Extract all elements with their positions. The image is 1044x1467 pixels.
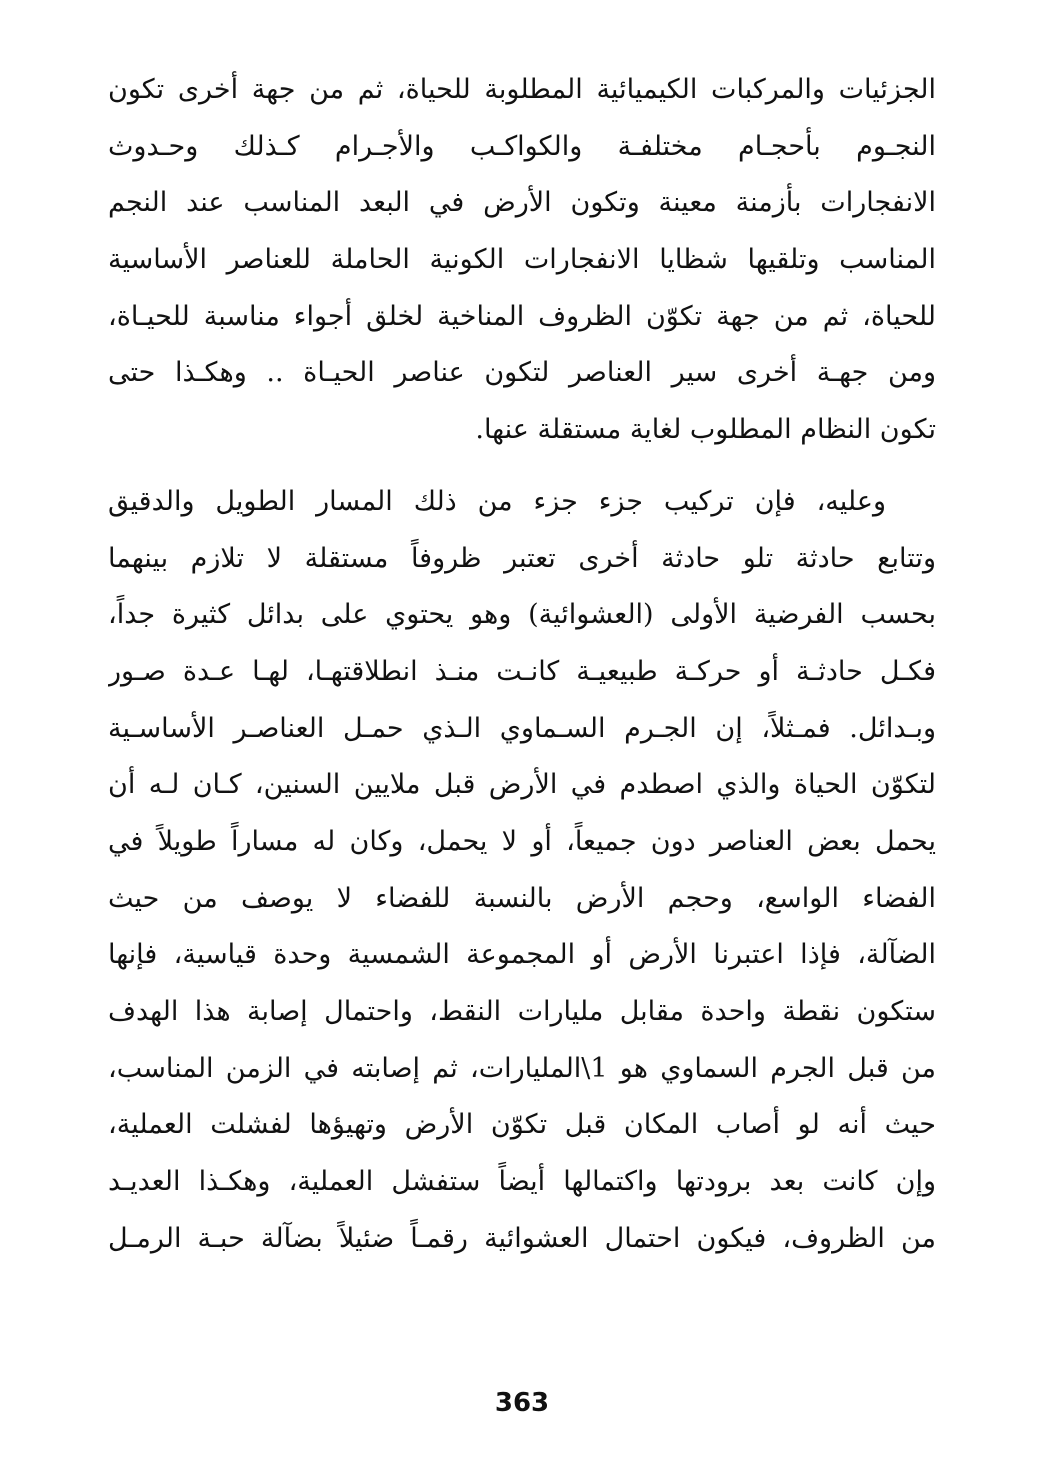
text-line: الجزئيات والمركبات الكيميائية المطلوبة للحياة، ثم من جهة أخرى تكون (108, 74, 936, 105)
text-line: من الظروف، فيكون احتمال العشوائية رقمـاً ضئيلاً بضآلة حبـة الرمـل (108, 1222, 936, 1254)
text-line: فكـل حادثـة أو حركـة طبيعيـة كانـت منـذ انطلاقتهـا، لهـا عـدة صـور (108, 655, 936, 687)
text-line: من قبل الجرم السماوي هو 1\المليارات، ثم إصابته في الزمن المناسب، (108, 1052, 936, 1084)
page-body (108, 62, 936, 1267)
text-line: وعليه، فإن تركيب جزء جزء من ذلك المسار الطويل والدقيق (108, 485, 886, 517)
text-line: الانفجارات بأزمنة معينة وتكون الأرض في البعد المناسب عند النجم (108, 187, 936, 219)
text-line: المناسب وتلقيها شظايا الانفجارات الكونية الحاملة للعناصر الأساسية (108, 244, 936, 276)
text-line: تكون النظام المطلوب لغاية مستقلة عنها. (475, 414, 936, 446)
text-line: يحمل بعض العناصر دون جميعاً، أو لا يحمل، وكان له مساراً طويلاً في (108, 825, 936, 857)
text-line: الفضاء الواسع، وحجم الأرض بالنسبة للفضاء لا يوصف من حيث (108, 882, 936, 914)
text-line: وبـدائل. فمـثلاً، إن الجـرم السـماوي الـذي حمـل العناصـر الأساسـية (108, 712, 936, 744)
text-line: ومن جهـة أخرى سير العناصر لتكون عناصر الحيـاة .. وهكـذا حتى (108, 357, 936, 389)
text-line: ستكون نقطة واحدة مقابل مليارات النقط، واحتمال إصابة هذا الهدف (108, 996, 936, 1027)
paragraph-1 (108, 62, 936, 459)
text-line: وتتابع حادثة تلو حادثة أخرى تعتبر ظروفاً مستقلة لا تلازم بينهما (108, 542, 936, 574)
text-line: للحياة، ثم من جهة تكوّن الظروف المناخية لخلق أجواء مناسبة للحيـاة، (108, 300, 936, 332)
text-line: بحسب الفرضية الأولى (العشوائية) وهو يحتوي على بدائل كثيرة جداً، (108, 599, 936, 631)
text-line: لتكوّن الحياة والذي اصطدم في الأرض قبل ملايين السنين، كـان لـه أن (108, 769, 936, 801)
page-number: 363 (494, 1388, 550, 1418)
text-line: وإن كانت بعد برودتها واكتمالها أيضاً ستفشل العملية، وهكـذا العديـد (108, 1166, 936, 1198)
text-line: حيث أنه لو أصاب المكان قبل تكوّن الأرض وتهيؤها لفشلت العملية، (108, 1109, 936, 1141)
paragraph-2 (108, 474, 936, 1268)
text-line: الضآلة، فإذا اعتبرنا الأرض أو المجموعة الشمسية وحدة قياسية، فإنها (108, 939, 936, 971)
text-line: النجـوم بأحجـام مختلفـة والكواكـب والأجـرام كـذلك وحـدوث (108, 130, 936, 162)
